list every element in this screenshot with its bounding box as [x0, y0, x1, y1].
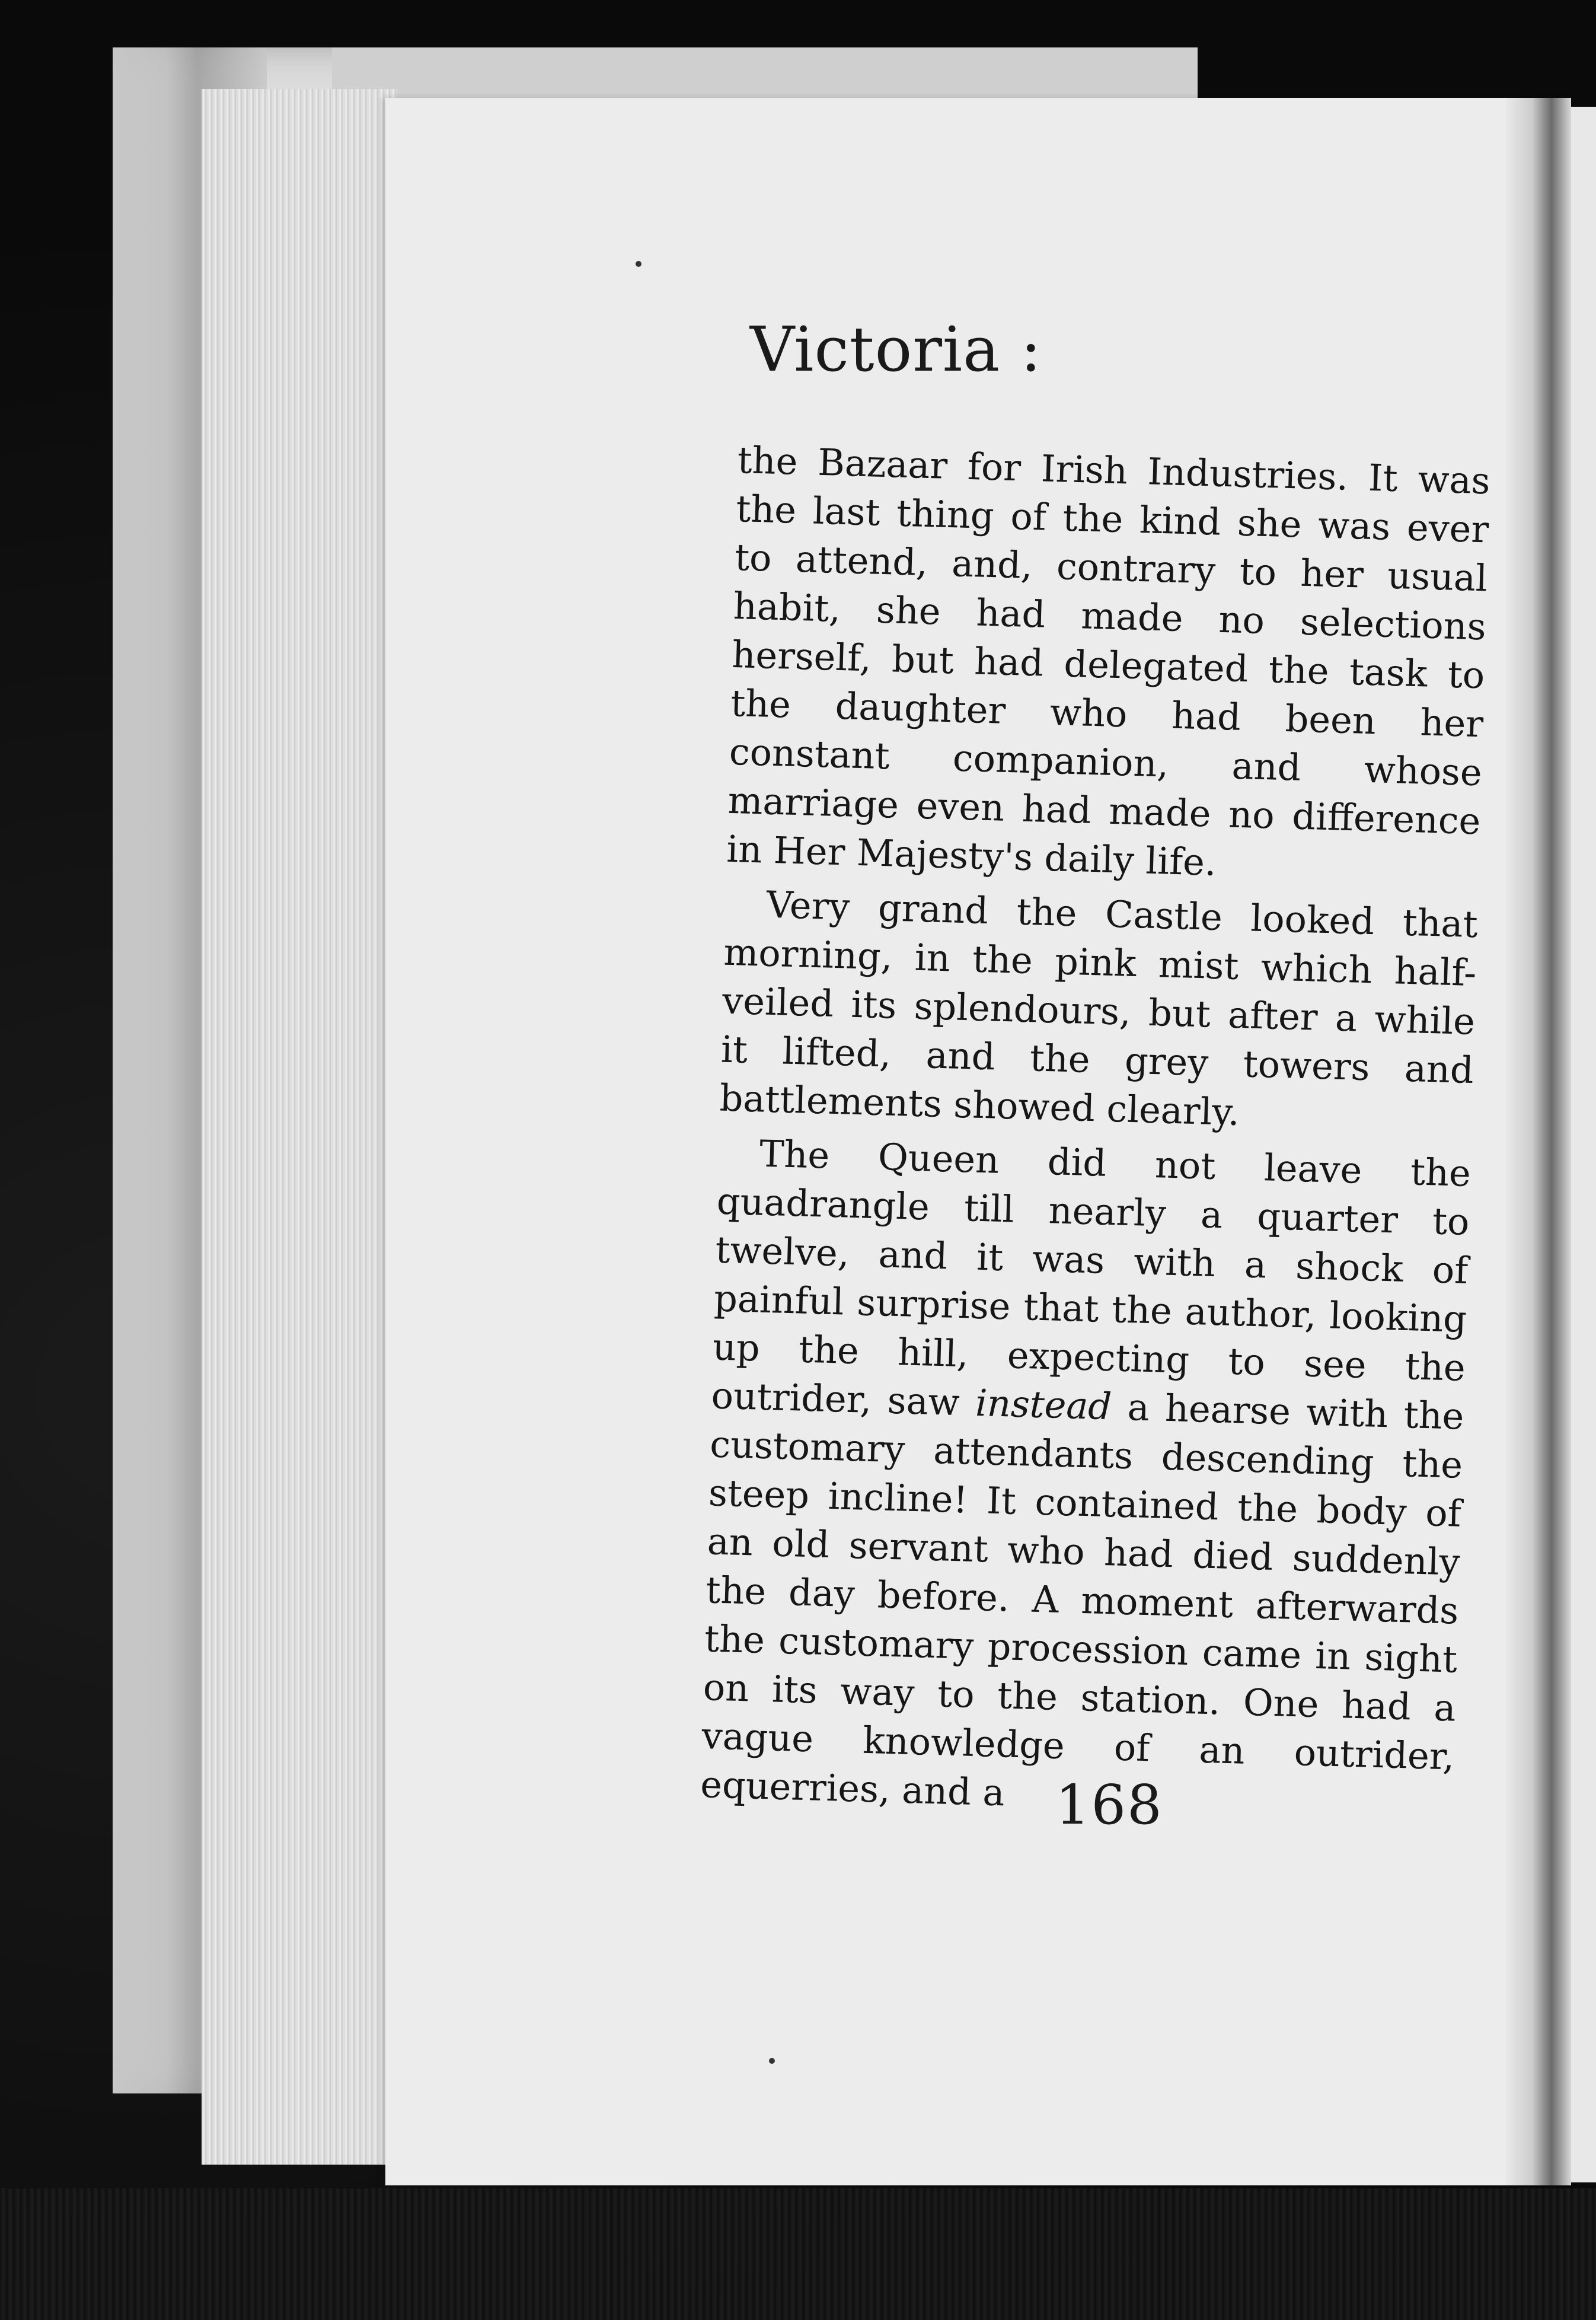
running-head: Victoria : — [750, 313, 1042, 385]
paragraph-1: the Bazaar for Irish Industries. It was the last thing of the kind she was ever to attend, and, contrary to her usual habit, she had made no selections herself, but had delegated the task to the daughter who had been her constant companion, and whose marriage even had made no difference in Her Majesty's daily life. — [726, 438, 1491, 884]
page-edges-stack — [202, 89, 397, 2165]
page-gutter-edge — [1506, 98, 1571, 2185]
paragraph-3-text-after-italic: a hearse with the customary attendants descending the steep incline! It contained the body of an old servant who had died suddenly the day before. A moment afterwards the customary procession came in sight on its way to the station. One had a vague knowledge of an outrider, equerries, and a — [700, 1385, 1465, 1815]
paragraph-2: Very grand the Castle looked that morning, in the pink mist which half-veiled its splendours, but after a while it lifted, and the grey towers and battlements showed clearly. — [719, 882, 1479, 1134]
facing-page-edge — [1571, 107, 1596, 2182]
body-text — [700, 436, 1490, 1836]
dust-speck — [636, 261, 641, 267]
page-number: 168 — [1055, 1773, 1163, 1837]
italic-word: instead — [975, 1381, 1113, 1429]
scan-bottom-border — [0, 2188, 1596, 2320]
dust-speck — [769, 2058, 775, 2064]
paragraph-3 — [700, 1129, 1471, 1830]
paragraph-3-text-before-italic: The Queen did not leave the quadrangle till nearly a quarter to twelve, and it was with a shock of painful surprise that the author, looking up the hill, expecting to see the outrider, saw — [710, 1132, 1471, 1424]
